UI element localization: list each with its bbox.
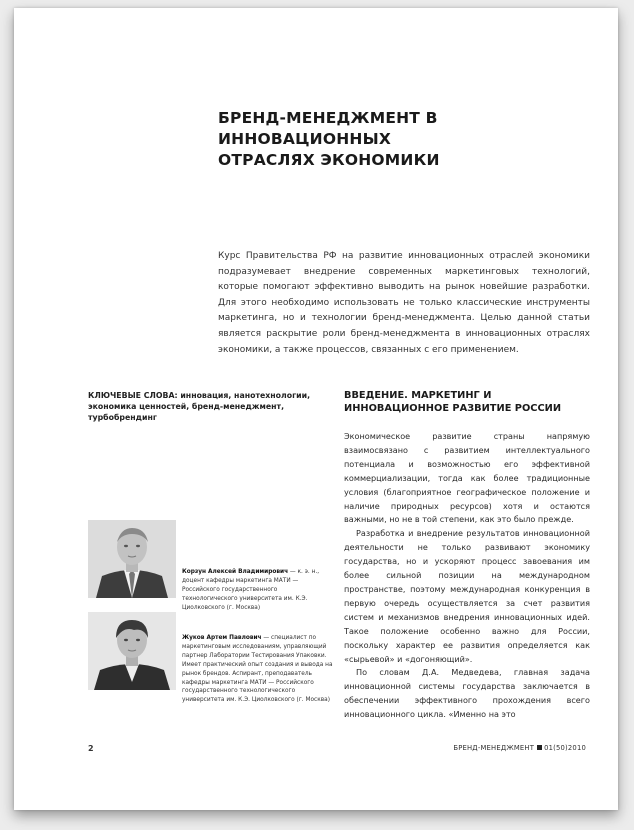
author-description: — специалист по маркетинговым исследованиям, управляющий партнер Лаборатории Тестирования Упаковки. Имеет практический опыт создания и вывода на рынок брендов. Аспирант, преподаватель кафедры маркетинга МАТИ — Российского государственного технологического университета им. К.Э. Циолковского (г. Москва) [182, 635, 333, 704]
author-bio-korzun [182, 568, 334, 613]
issue-number: 01(50)2010 [544, 744, 586, 752]
author-photo-korzun [88, 520, 176, 598]
title-line-1: БРЕНД-МЕНЕДЖМЕНТ В ИННОВАЦИОННЫХ [218, 109, 438, 148]
section-heading-line-2: ИННОВАЦИОННОЕ РАЗВИТИЕ РОССИИ [344, 403, 562, 414]
keywords-block [88, 390, 334, 423]
article-title [218, 108, 588, 171]
journal-name: БРЕНД-МЕНЕДЖМЕНТ [453, 744, 535, 752]
running-footer [453, 744, 586, 752]
keywords-list: инновация, нанотехнологии, экономика ценностей, бренд-менеджмент, турбобрендинг [88, 391, 311, 422]
body-paragraph: По словам Д.А. Медведева, главная задача инновационной системы государства заключается в обеспечении эффективного прохождения всего инновационного цикла. «Именно на это [344, 667, 590, 720]
body-paragraph: Разработка и внедрение результатов инновационной деятельности не только развивают экономику государства, но и ускоряют процесс завоевания им более сильной позиции на международном пространстве, поэтому международная конкуренция в первую очередь осуществляется за счет развития систем и механизмов внедрения инновационных идей. Такое положение особенно важно для России, поскольку характер ее развития определяется как «сырьевой» и «догоняющий». [344, 528, 590, 664]
square-bullet-icon [537, 745, 542, 750]
keywords-label: КЛЮЧЕВЫЕ СЛОВА: [88, 391, 178, 400]
article-abstract: Курс Правительства РФ на развитие инновационных отраслей экономики подразумевает внедрение современных маркетинговых технологий, которые помогают эффективно выводить на рынок новейшие разработки. Для этого необходимо использовать не только классические инструменты маркетинга, но и технологии бренд-менеджмента. Целью данной статьи является раскрытие роли бренд-менеджмента в инновационных отраслях экономики, а также процессов, связанных с его применением. [218, 251, 590, 355]
body-paragraph: Экономическое развитие страны напрямую взаимосвязано с развитием интеллектуального потенциала и возможностью его эффективной коммерциализации, тогда как более традиционные условия (благоприятное географическое положение и наличие природных ресурсов) хотя и остаются важными, но не в той степени, как это было прежде. [344, 431, 590, 525]
section-heading-line-1: ВВЕДЕНИЕ. МАРКЕТИНГ И [344, 390, 492, 401]
page-number: 2 [88, 744, 94, 753]
author-description: — к. э. н., доцент кафедры маркетинга МАТИ — Российского государственного технологического университета им. К.Э. Циолковского (г. Москва) [182, 569, 320, 611]
author-name: Корзун Алексей Владимирович [182, 569, 289, 575]
body-text-column [344, 430, 590, 722]
author-photo-zhukov [88, 612, 176, 690]
title-line-2: ОТРАСЛЯХ ЭКОНОМИКИ [218, 151, 440, 169]
author-name: Жуков Артем Павлович [182, 635, 262, 641]
author-bio-zhukov [182, 634, 334, 705]
magazine-page [14, 8, 618, 810]
section-heading [344, 389, 590, 415]
